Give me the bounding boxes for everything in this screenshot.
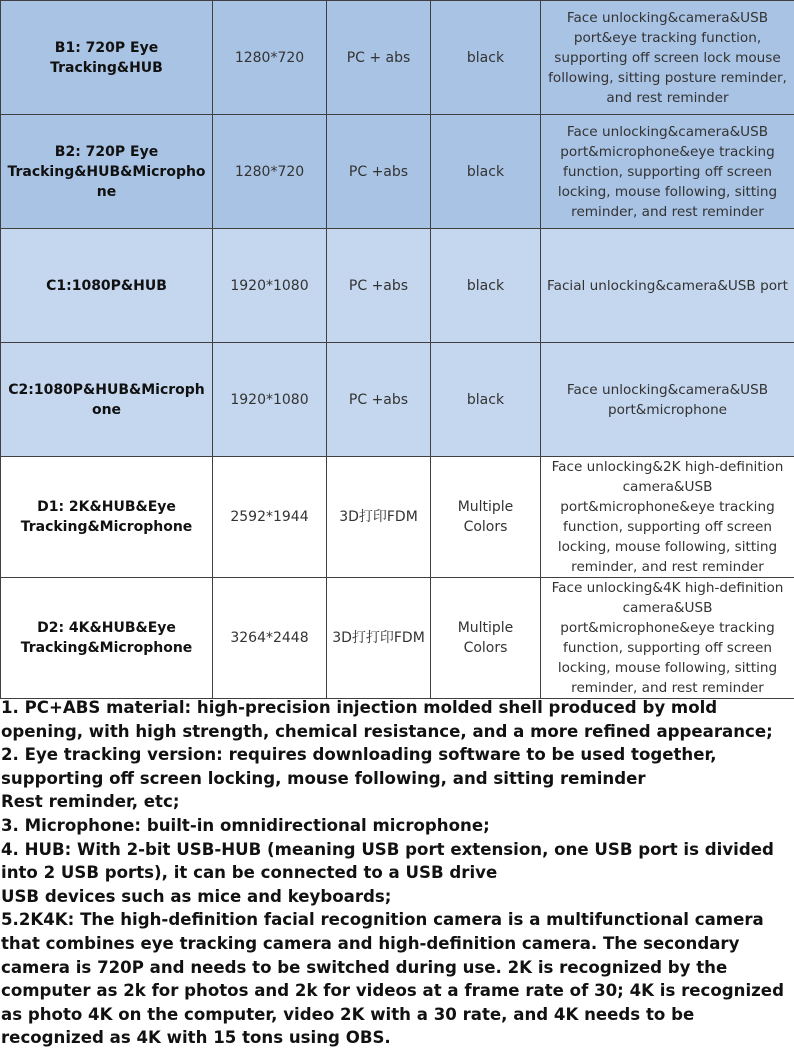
features-cell: Face unlocking&camera&USB port&microphone&eye tracking function, supporting off screen locking, mouse following, sitting reminder, and rest reminder <box>541 115 794 229</box>
notes-section <box>1 696 791 1050</box>
note-hub: 4. HUB: With 2-bit USB-HUB (meaning USB port extension, one USB port is divided into 2 USB ports), it can be connected to a USB drive <box>1 838 791 885</box>
table-row <box>1 578 794 699</box>
note-pc-abs: 1. PC+ABS material: high-precision injection molded shell produced by mold opening, with high strength, chemical resistance, and a more refined appearance; <box>1 696 791 743</box>
note-eye-tracking: 2. Eye tracking version: requires downloading software to be used together, supporting off screen locking, mouse following, and sitting reminder <box>1 743 791 790</box>
model-cell: C2:1080P&HUB&Microphone <box>1 343 213 457</box>
material-cell: PC +abs <box>327 115 431 229</box>
color-cell: Multiple Colors <box>431 457 541 578</box>
table-row <box>1 1 794 115</box>
resolution-cell: 1280*720 <box>213 1 327 115</box>
table-row <box>1 457 794 578</box>
table-row <box>1 229 794 343</box>
resolution-cell: 1920*1080 <box>213 229 327 343</box>
features-cell: Face unlocking&4K high-definition camera&USB port&microphone&eye tracking function, supporting off screen locking, mouse following, sitting reminder, and rest reminder <box>541 578 794 699</box>
model-cell: D1: 2K&HUB&Eye Tracking&Microphone <box>1 457 213 578</box>
model-cell: D2: 4K&HUB&Eye Tracking&Microphone <box>1 578 213 699</box>
resolution-cell: 1280*720 <box>213 115 327 229</box>
model-cell: B1: 720P Eye Tracking&HUB <box>1 1 213 115</box>
resolution-cell: 2592*1944 <box>213 457 327 578</box>
material-cell: PC +abs <box>327 343 431 457</box>
color-cell: black <box>431 1 541 115</box>
note-hub-cont: USB devices such as mice and keyboards; <box>1 885 791 909</box>
material-cell: 3D打印FDM <box>327 457 431 578</box>
color-cell: Multiple Colors <box>431 578 541 699</box>
note-2k4k: 5.2K4K: The high-definition facial recognition camera is a multifunctional camera that combines eye tracking camera and high-definition camera. The secondary camera is 720P and needs to be switched during use. 2K is recognized by the computer as 2k for photos and 2k for videos at a frame rate of 30; 4K is recognized as photo 4K on the computer, video 2K with a 30 rate, and 4K needs to be recognized as 4K with 15 tons using OBS. <box>1 908 791 1050</box>
color-cell: black <box>431 115 541 229</box>
color-cell: black <box>431 343 541 457</box>
note-eye-tracking-cont: Rest reminder, etc; <box>1 790 791 814</box>
resolution-cell: 3264*2448 <box>213 578 327 699</box>
resolution-cell: 1920*1080 <box>213 343 327 457</box>
color-cell: black <box>431 229 541 343</box>
material-cell: 3D打打印FDM <box>327 578 431 699</box>
model-cell: B2: 720P Eye Tracking&HUB&Microphone <box>1 115 213 229</box>
model-cell: C1:1080P&HUB <box>1 229 213 343</box>
features-cell: Face unlocking&2K high-definition camera&USB port&microphone&eye tracking function, supporting off screen locking, mouse following, sitting reminder, and rest reminder <box>541 457 794 578</box>
material-cell: PC +abs <box>327 229 431 343</box>
table-row <box>1 343 794 457</box>
features-cell: Facial unlocking&camera&USB port <box>541 229 794 343</box>
features-cell: Face unlocking&camera&USB port&microphone <box>541 343 794 457</box>
material-cell: PC + abs <box>327 1 431 115</box>
note-microphone: 3. Microphone: built-in omnidirectional microphone; <box>1 814 791 838</box>
features-cell: Face unlocking&camera&USB port&eye tracking function, supporting off screen lock mouse following, sitting posture reminder, and rest reminder <box>541 1 794 115</box>
table-row <box>1 115 794 229</box>
